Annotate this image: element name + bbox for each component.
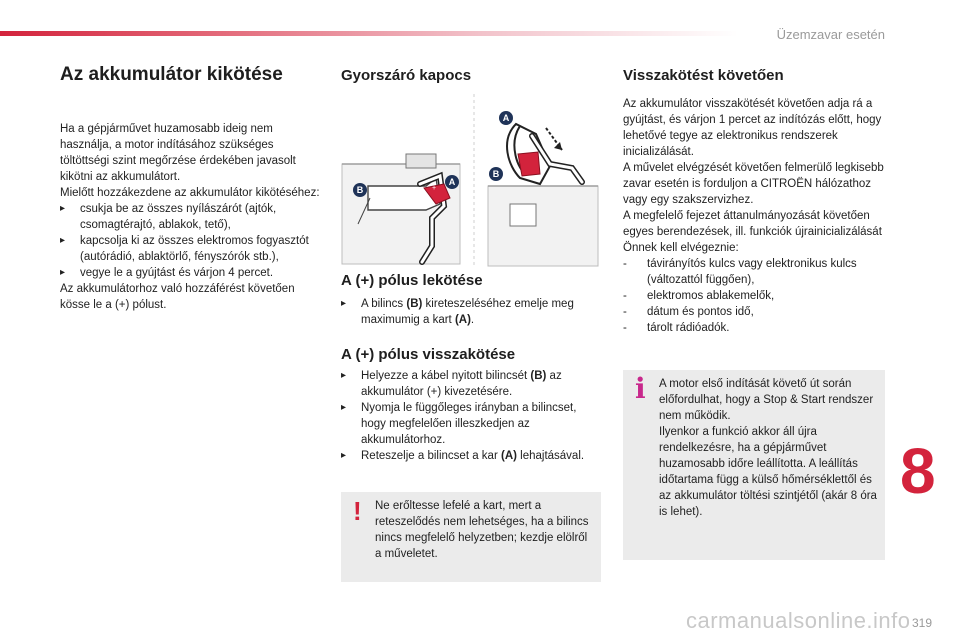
- bullet-icon: ▸: [60, 203, 66, 214]
- col1-body: [60, 121, 320, 313]
- col1-intro: Ha a gépjárművet huzamosabb ideig nem használja, a motor indításához szükséges töltöttségi szint megőrzése érdekében javasolt kikötni az akkumulátort.: [60, 123, 296, 183]
- list-item: - tárolt rádióadók.: [623, 322, 730, 334]
- chapter-number: 8: [900, 435, 936, 507]
- col3-p1: Az akkumulátor visszakötését követően adja rá a gyújtást, és várjon 1 percet az indítózás előtt, hogy lehetővé tegye az elektronikus rendszerek inicializálását.: [623, 98, 882, 158]
- bullet-icon: ▸: [341, 298, 347, 309]
- bullet-icon: ▸: [341, 450, 347, 461]
- col3-body: [623, 96, 885, 336]
- info-note: [623, 370, 885, 560]
- reconnect-body: [341, 368, 599, 464]
- list-item: ▸ vegye le a gyújtást és várjon 4 percet.: [60, 267, 274, 279]
- bullet-icon: ▸: [341, 402, 347, 413]
- svg-text:B: B: [356, 185, 364, 195]
- clamp-diagram-svg: [340, 94, 602, 268]
- header-accent-bar: [0, 31, 738, 36]
- after-reconnect-heading: Visszakötést követően: [623, 67, 784, 84]
- col1-outro: Az akkumulátorhoz való hozzáférést követően kösse le a (+) pólust.: [60, 283, 295, 311]
- info-text: A motor első indítását követő út során előfordulhat, hogy a Stop & Start rendszer nem működik. Ilyenkor a funkció akkor áll újra rendelkezésre, ha a gépjárművet huzamosabb időre leállította. A leállítás időtartama függ a külső hőmérséklettől és az akkumulátor töltési szintjétől (akár 8 óra is lehet).: [659, 378, 877, 518]
- page-number: 319: [912, 616, 933, 630]
- reconnect-heading: A (+) pólus visszakötése: [341, 346, 516, 363]
- list-item: ▸ csukja be az összes nyílászárót (ajtók, csomagtérajtó, ablakok, tető),: [60, 203, 277, 231]
- list-item: ▸ Nyomja le függőleges irányban a bilincset, hogy megfelelően illeszkedjen az akkumulátorhoz.: [341, 402, 577, 446]
- list-item: - távirányítós kulcs vagy elektronikus kulcs (változattól függően),: [623, 258, 857, 286]
- list-item: ▸ Helyezze a kábel nyitott bilincsét (B) az akkumulátor (+) kivezetésére.: [341, 370, 562, 398]
- disconnect-heading: A (+) pólus lekötése: [341, 272, 483, 289]
- svg-text:B: B: [492, 169, 500, 179]
- list-item: - elektromos ablakemelők,: [623, 290, 775, 302]
- warning-text: Ne erőltesse lefelé a kart, mert a reteszelődés nem lehetséges, ha a bilincs nincs megfelelő helyzetben; kezdje elölről a műveletet.: [375, 500, 589, 560]
- svg-text:A: A: [502, 113, 510, 123]
- col1-intro2: Mielőtt hozzákezdene az akkumulátor kikötéséhez:: [60, 187, 320, 199]
- list-item: ▸ Reteszelje a bilincset a kar (A) lehajtásával.: [341, 450, 585, 462]
- clamp-closed-figure: [488, 111, 598, 266]
- bullet-icon: ▸: [60, 267, 66, 278]
- battery-clamp-illustration: [340, 94, 602, 268]
- list-item: ▸ kapcsolja ki az összes elektromos fogyasztót (autórádió, ablaktörlő, fényszórók stb.),: [60, 235, 309, 263]
- list-item: - dátum és pontos idő,: [623, 306, 754, 318]
- section-title: Üzemzavar esetén: [776, 27, 885, 42]
- page-title: Az akkumulátor kikötése: [60, 64, 283, 85]
- quick-clamp-heading: Gyorszáró kapocs: [341, 67, 472, 84]
- disconnect-body: [341, 296, 599, 328]
- svg-text:+: +: [432, 185, 437, 192]
- watermark: carmanualsonline.info: [686, 608, 911, 633]
- bullet-icon: ▸: [60, 235, 66, 246]
- svg-text:A: A: [448, 177, 456, 187]
- clamp-open-figure: [342, 154, 460, 264]
- info-icon: i: [635, 372, 646, 405]
- bullet-icon: ▸: [341, 370, 347, 381]
- col3-p2: A művelet elvégzését követően felmerülő legkisebb zavar esetén is forduljon a CITROËN hálózathoz vagy egy szakszervizhez.: [623, 162, 884, 206]
- warning-note: [341, 492, 601, 582]
- list-item: ▸ A bilincs (B) kireteszeléséhez emelje meg maximumig a kart (A).: [341, 298, 574, 326]
- col3-p3: A megfelelő fejezet áttanulmányozását követően egyes berendezések, ill. funkciók újrainicializálását Önnek kell elvégeznie:: [623, 210, 882, 254]
- warning-icon: !: [353, 496, 362, 526]
